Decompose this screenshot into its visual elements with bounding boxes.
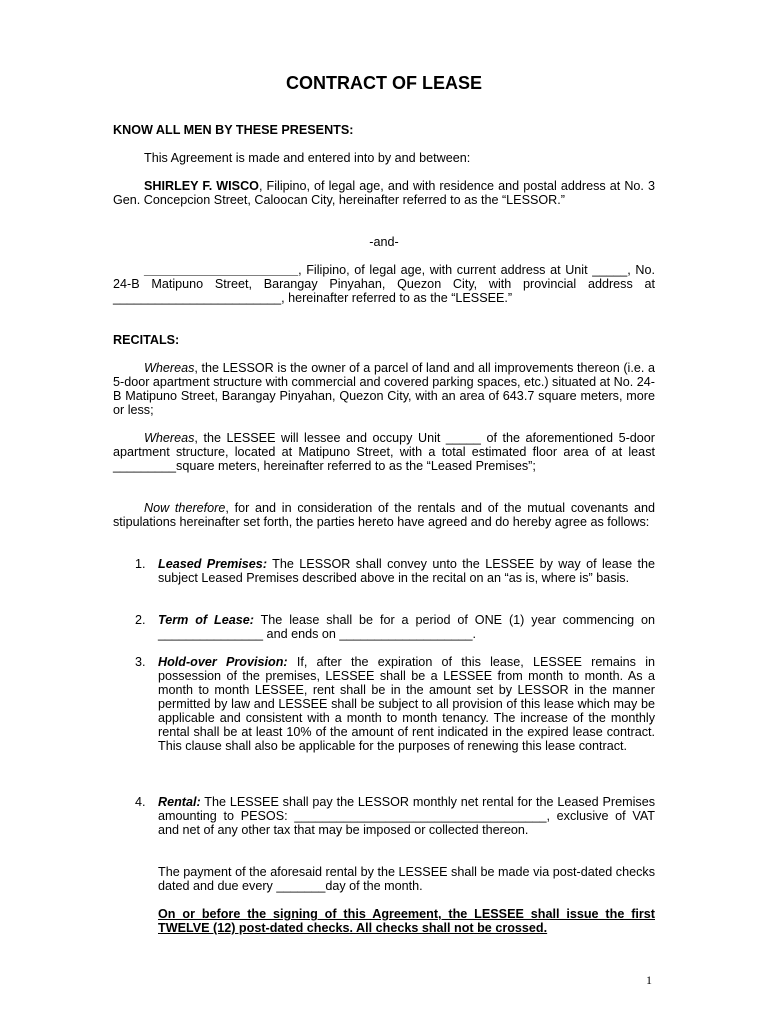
recitals-heading: RECITALS:	[113, 333, 180, 347]
payment-paragraph: The payment of the aforesaid rental by the LESSEE shall be made via post-dated checks dated and due every _______day of the month.	[158, 865, 655, 893]
clause-text: The lease shall be for a period of ONE (1) year commencing on _______________ and ends on ___________________.	[158, 613, 655, 641]
lessee-details: , Filipino, of legal age, with current address at Unit _____, No. 24-B Matipuno Street, Barangay Pinyahan, Quezon City, with provincial address at ________________________, hereinafter referred to as the “LESSEE.”	[113, 263, 655, 305]
recital-occupy	[113, 431, 655, 473]
recital-consideration-text: , for and in consideration of the rentals and of the mutual covenants and stipulations hereinafter set forth, the parties hereto have agreed and do hereby agree as follows:	[113, 501, 655, 529]
document-title: CONTRACT OF LEASE	[286, 73, 482, 93]
clause-label: Leased Premises:	[158, 557, 268, 571]
lessee-paragraph	[113, 263, 655, 305]
lessor-details: , Filipino, of legal age, and with residence and postal address at No. 3 Gen. Concepcion Street, Caloocan City, hereinafter referred to as the “LESSOR.”	[113, 179, 656, 207]
lessor-name: SHIRLEY F. WISCO	[144, 179, 259, 193]
preamble: KNOW ALL MEN BY THESE PRESENTS:	[113, 123, 354, 137]
and-separator: -and-	[369, 235, 399, 249]
recital-owner-lead: Whereas	[144, 361, 195, 375]
clause-label: Rental:	[158, 795, 201, 809]
clause-label: Term of Lease:	[158, 613, 254, 627]
clause-text: The LESSOR shall convey unto the LESSEE by way of lease the subject Leased Premises described above in the recital on an “as is, where is” basis.	[158, 557, 655, 585]
recital-owner	[113, 361, 655, 417]
page-number: 1	[646, 973, 652, 987]
checks-paragraph: On or before the signing of this Agreement, the LESSEE shall issue the first TWELVE (12) post-dated checks. All checks shall not be crossed.	[158, 907, 655, 935]
clause-text: If, after the expiration of this lease, LESSEE remains in possession of the premises, LESSEE shall be a LESSEE from month to month. As a month to month LESSEE, rent shall be in the amount set by LESSOR in the manner permitted by law and LESSEE shall be subject to all provision of this lease which may be applicable and consistent with a month to month tenancy. The increase of the monthly rental shall be at least 10% of the amount of rent indicated in the expired lease contract. This clause shall also be applicable for the purposes of renewing this lease contract.	[158, 655, 655, 753]
intro-text: This Agreement is made and entered into by and between:	[144, 151, 471, 165]
clause-text: The LESSEE shall pay the LESSOR monthly net rental for the Leased Premises amounting to PESOS: ____________________________________, exclusive of VAT and net of any other tax that may be imposed or collected thereon.	[158, 795, 655, 837]
lessee-name-blank: ______________________	[144, 263, 299, 277]
clause-label: Hold-over Provision:	[158, 655, 288, 669]
clause-number: 3.	[135, 655, 146, 669]
intro-paragraph	[113, 151, 655, 165]
recital-owner-text: , the LESSOR is the owner of a parcel of land and all improvements thereon (i.e. a 5-door apartment structure with commercial and covered parking spaces, etc.) situated at No. 24-B Matipuno Street, Barangay Pinyahan, Quezon City, with an area of 643.7 square meters, more or less;	[113, 361, 655, 417]
clause-number: 1.	[135, 557, 146, 571]
clause-number: 2.	[135, 613, 146, 627]
recital-consideration-lead: Now therefore	[144, 501, 226, 515]
recital-consideration	[113, 501, 655, 529]
clause-number: 4.	[135, 795, 146, 809]
recital-occupy-text: , the LESSEE will lessee and occupy Unit _____ of the aforementioned 5-door apartment structure, located at Matipuno Street, with a total estimated floor area of at least _________square meters, hereinafter referred to as the “Leased Premises”;	[113, 431, 655, 473]
lessor-paragraph	[113, 179, 655, 207]
recital-occupy-lead: Whereas	[144, 431, 195, 445]
